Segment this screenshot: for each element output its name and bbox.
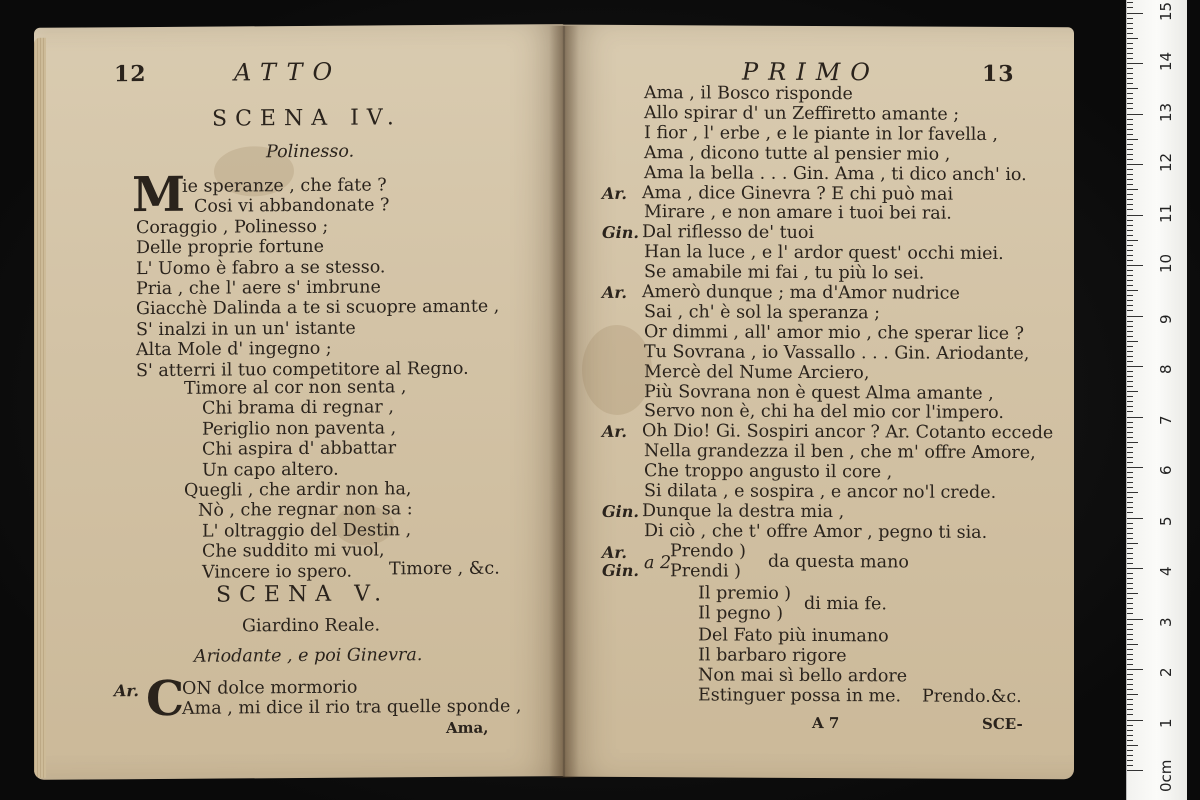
verse-line: Nella grandezza il ben , che m' offre Amore, [644, 441, 1036, 464]
verse-line: Timore al cor non senta , [184, 377, 407, 399]
ruler-tick [1127, 492, 1138, 493]
ruler-tick [1127, 654, 1133, 655]
ruler-tick [1127, 321, 1133, 322]
verse-line: Alta Mole d' ingegno ; [136, 338, 332, 361]
ruler-tick [1127, 598, 1133, 599]
ruler-tick [1127, 684, 1133, 685]
character-name: Polinesso. [266, 141, 355, 163]
ruler-tick [1127, 215, 1143, 216]
ruler-number: 8 [1157, 364, 1175, 374]
ruler-tick [1127, 457, 1133, 458]
ruler-tick [1127, 750, 1133, 751]
verse-line: Un capo altero. [202, 459, 339, 481]
verse-line: Amerò dunque ; ma d'Amor nudrice [642, 282, 960, 304]
ruler-tick [1127, 159, 1133, 160]
verse-line: Chi aspira d' abbattar [202, 438, 397, 460]
drop-capital: M [132, 166, 186, 224]
ruler-tick [1127, 558, 1133, 559]
ruler-tick [1127, 134, 1133, 135]
verse-line: Quegli , che ardir non ha, [184, 479, 412, 501]
ruler-tick [1127, 169, 1133, 170]
verse-line: Pria , che l' aere s' imbrune [136, 277, 381, 300]
ruler-tick [1127, 38, 1138, 39]
ruler-tick [1127, 270, 1133, 271]
ruler-tick [1127, 447, 1133, 448]
ruler-tick [1127, 220, 1133, 221]
ruler-tick [1127, 578, 1133, 579]
ruler-tick [1127, 346, 1133, 347]
ruler-tick [1127, 391, 1138, 392]
scene-setting: Giardino Reale. [242, 615, 381, 637]
verse-line: Coraggio , Polinesso ; [136, 216, 329, 238]
ruler-tick [1127, 406, 1133, 407]
speaker-label: Gin. [602, 560, 639, 581]
ruler-tick [1127, 386, 1133, 387]
verse-line: Che suddito mi vuol, [202, 540, 385, 562]
ruler-tick [1127, 427, 1133, 428]
ruler-tick [1127, 316, 1143, 317]
ruler-tick [1127, 63, 1143, 64]
book-gutter [549, 26, 579, 778]
ruler-tick [1127, 73, 1133, 74]
verse-line: Or dimmi , all' amor mio , che sperar lice ? [644, 321, 1025, 344]
ruler-number: 6 [1157, 465, 1175, 475]
verse-line: Del Fato più inumano [698, 625, 889, 647]
ruler-tick [1127, 98, 1133, 99]
ruler-tick [1127, 103, 1133, 104]
ruler-tick [1127, 502, 1133, 503]
ruler-tick [1127, 139, 1138, 140]
measurement-ruler [1126, 0, 1187, 800]
ruler-tick [1127, 305, 1133, 306]
ruler-unit: 0cm [1157, 759, 1175, 792]
duet-dacapo: Prendo.&c. [922, 686, 1022, 708]
ruler-number: 14 [1157, 51, 1175, 71]
ruler-tick [1127, 538, 1133, 539]
ruler-tick [1127, 523, 1133, 524]
ruler-tick [1127, 593, 1138, 594]
verse-line: Ama , dicono tutte al pensier mio , [644, 142, 951, 165]
ruler-tick [1127, 356, 1133, 357]
ruler-tick [1127, 351, 1133, 352]
catchword: Ama, [446, 718, 489, 737]
ruler-tick [1127, 366, 1143, 367]
ruler-tick [1127, 639, 1133, 640]
speaker-label: Ar. [602, 542, 627, 562]
ruler-tick [1127, 129, 1133, 130]
ruler-tick [1127, 240, 1138, 241]
running-head: ATTO [234, 57, 343, 87]
ruler-tick [1127, 23, 1133, 24]
ruler-tick [1127, 149, 1133, 150]
ruler-tick [1127, 664, 1133, 665]
page-number: 12 [114, 61, 147, 88]
verse-line: ie speranze , che fate ? [182, 175, 387, 197]
ruler-tick [1127, 336, 1133, 337]
right-page [562, 25, 1074, 780]
ruler-tick [1127, 462, 1133, 463]
open-book [34, 26, 1074, 778]
ruler-tick [1127, 371, 1133, 372]
ruler-tick [1127, 194, 1133, 195]
speaker-label: Gin. [602, 223, 639, 243]
ruler-tick [1127, 573, 1133, 574]
ruler-tick [1127, 199, 1133, 200]
ruler-number: 15 [1157, 1, 1175, 21]
page-edges [34, 38, 46, 778]
verse-line: Han la luce , e l' ardor quest' occhi miei. [644, 242, 1004, 265]
ruler-tick [1127, 144, 1133, 145]
ruler-tick [1127, 53, 1133, 54]
verse-line: Periglio non paventa , [202, 418, 397, 440]
ruler-tick [1127, 376, 1133, 377]
verse-line: Mercè del Nume Arciero, [644, 361, 870, 383]
ruler-tick [1127, 689, 1133, 690]
ruler-tick [1127, 720, 1143, 721]
verse-line: di mia fe. [804, 593, 887, 615]
ruler-tick [1127, 437, 1133, 438]
ruler-tick [1127, 310, 1133, 311]
verse-line: Si dilata , e sospira , e ancor no'l crede. [644, 481, 997, 503]
ruler-tick [1127, 341, 1138, 342]
signature-mark: A 7 [812, 713, 840, 733]
aria-dacapo: Timore , &c. [389, 558, 500, 580]
ruler-tick [1127, 154, 1133, 155]
ruler-number: 7 [1157, 414, 1175, 425]
ruler-tick [1127, 396, 1133, 397]
ruler-number: 11 [1157, 203, 1175, 223]
verse-line: Più Sovrana non è quest Alma amante , [644, 381, 994, 404]
ruler-tick [1127, 518, 1143, 519]
ruler-tick [1127, 669, 1143, 670]
ruler-tick [1127, 119, 1133, 120]
ruler-tick [1127, 13, 1143, 14]
ruler-number: 1 [1157, 717, 1175, 728]
speaker-label: Ar. [602, 282, 627, 302]
ruler-tick [1127, 603, 1133, 604]
ruler-tick [1127, 725, 1133, 726]
ruler-tick [1127, 28, 1133, 29]
speaker-label: Ar. [602, 422, 627, 442]
ruler-tick [1127, 699, 1133, 700]
ruler-tick [1127, 487, 1133, 488]
ruler-tick [1127, 58, 1133, 59]
ruler-number: 12 [1157, 152, 1175, 172]
ruler-tick [1127, 295, 1133, 296]
ruler-tick [1127, 285, 1133, 286]
ruler-tick [1127, 613, 1133, 614]
ruler-tick [1127, 548, 1133, 549]
ruler-tick [1127, 694, 1138, 695]
running-head: PRIMO [742, 57, 880, 87]
ruler-tick [1127, 709, 1133, 710]
verse-line: S' inalzi in un un' istante [136, 318, 356, 340]
ruler-tick [1127, 553, 1133, 554]
ruler-tick [1127, 619, 1143, 620]
verse-line: I fior , l' erbe , e le piante in lor favella , [644, 122, 998, 145]
ruler-tick [1127, 755, 1133, 756]
ruler-tick [1127, 230, 1133, 231]
verse-line: Estinguer possa in me. [698, 685, 902, 707]
ruler-tick [1127, 124, 1133, 125]
ruler-tick [1127, 7, 1133, 8]
ruler-tick [1127, 760, 1133, 761]
ruler-tick [1127, 204, 1133, 205]
ruler-tick [1127, 533, 1133, 534]
verse-line: L' oltraggio del Destin , [202, 520, 412, 542]
ruler-number: 3 [1157, 616, 1175, 627]
ruler-tick [1127, 250, 1133, 251]
ruler-tick [1127, 714, 1133, 715]
verse-line: ON dolce mormorio [182, 677, 358, 699]
foxing-stain [582, 325, 652, 415]
page-number: 13 [982, 60, 1015, 88]
ruler-tick [1127, 659, 1133, 660]
ruler-number: 13 [1157, 102, 1175, 122]
verse-line: Oh Dio! Gi. Sospiri ancor ? Ar. Cotanto eccede [642, 421, 1054, 444]
ruler-number: 10 [1157, 253, 1175, 273]
ruler-tick [1127, 326, 1133, 327]
ruler-tick [1127, 417, 1143, 418]
ruler-tick [1127, 588, 1133, 589]
ruler-tick [1127, 512, 1133, 513]
verse-line: Il premio ) [698, 583, 792, 604]
ruler-tick [1127, 497, 1133, 498]
ruler-tick [1127, 624, 1133, 625]
ruler-tick [1127, 275, 1133, 276]
ruler-tick [1127, 583, 1133, 584]
ruler-tick [1127, 422, 1133, 423]
ruler-tick [1127, 507, 1133, 508]
ruler-tick [1127, 280, 1133, 281]
ruler-tick [1127, 442, 1138, 443]
catchword: SCE- [982, 714, 1023, 734]
ruler-tick [1127, 401, 1133, 402]
verse-line: Di ciò , che t' offre Amor , pegno ti sia. [644, 520, 988, 543]
ruler-tick [1127, 174, 1133, 175]
ruler-tick [1127, 629, 1133, 630]
left-page [34, 24, 564, 780]
verse-line: Giacchè Dalinda a te si scuopre amante , [136, 296, 500, 320]
ruler-number: 4 [1157, 566, 1175, 576]
verse-line: Ama , mi dice il rio tra quelle sponde , [182, 696, 522, 719]
ruler-tick [1127, 235, 1133, 236]
ruler-tick [1127, 93, 1133, 94]
ruler-tick [1127, 68, 1133, 69]
ruler-tick [1127, 411, 1133, 412]
ruler-tick [1127, 18, 1133, 19]
verse-line: Prendo ) [670, 541, 746, 562]
ruler-tick [1127, 467, 1143, 468]
ruler-tick [1127, 770, 1143, 771]
verse-line: Servo non è, chi ha del mio cor l'impero. [644, 401, 1004, 424]
ruler-tick [1127, 108, 1133, 109]
ruler-tick [1127, 225, 1133, 226]
verse-line: Il pegno ) [698, 603, 784, 624]
ruler-tick [1127, 674, 1133, 675]
ruler-tick [1127, 765, 1133, 766]
verse-line: da questa mano [768, 551, 909, 573]
verse-line: Che troppo angusto il core , [644, 461, 893, 483]
ruler-tick [1127, 331, 1133, 332]
ruler-tick [1127, 634, 1133, 635]
ruler-tick [1127, 735, 1133, 736]
ruler-tick [1127, 189, 1138, 190]
ruler-tick [1127, 260, 1133, 261]
verse-line: Non mai sì bello ardore [698, 665, 908, 687]
verse-line: Cosi vi abbandonate ? [194, 195, 390, 218]
ruler-tick [1127, 563, 1133, 564]
verse-line: Tu Sovrana , io Vassallo . . . Gin. Ariodante, [644, 341, 1030, 364]
ruler-tick [1127, 704, 1133, 705]
verse-line: Dunque la destra mia , [642, 500, 845, 523]
ruler-tick [1127, 164, 1143, 165]
ruler-tick [1127, 361, 1133, 362]
verse-line: L' Uomo è fabro a se stesso. [136, 256, 386, 279]
scene-characters: Ariodante , e poi Ginevra. [194, 645, 423, 667]
ruler-tick [1127, 255, 1133, 256]
verse-line: Il barbaro rigore [698, 645, 847, 667]
ruler-tick [1127, 179, 1133, 180]
a-due-marking: a 2 [644, 553, 672, 574]
ruler-number: 5 [1157, 515, 1175, 526]
verse-line: Mirare , e non amare i tuoi bei rai. [644, 202, 952, 225]
ruler-tick [1127, 432, 1133, 433]
ruler-number: 2 [1157, 667, 1175, 677]
drop-capital: C [146, 670, 185, 728]
ruler-tick [1127, 245, 1133, 246]
scene-title: SCENA V. [216, 581, 390, 608]
verse-line: Se amabile mi fai , tu più lo sei. [644, 262, 925, 284]
ruler-tick [1127, 43, 1133, 44]
ruler-tick [1127, 679, 1133, 680]
ruler-tick [1127, 300, 1133, 301]
ruler-tick [1127, 740, 1133, 741]
verse-line: Chi brama di regnar , [202, 397, 394, 420]
verse-line: Prendi ) [670, 561, 741, 582]
ruler-tick [1127, 644, 1138, 645]
ruler-tick [1127, 290, 1138, 291]
verse-line: Delle proprie fortune [136, 237, 324, 259]
ruler-tick [1127, 265, 1143, 266]
speaker-label: Ar. [602, 183, 627, 203]
ruler-number: 9 [1157, 313, 1175, 324]
ruler-tick [1127, 528, 1133, 529]
ruler-tick [1127, 48, 1133, 49]
ruler-tick [1127, 477, 1133, 478]
scene-title: SCENA IV. [212, 105, 402, 132]
speaker-label: Gin. [602, 501, 639, 521]
ruler-tick [1127, 745, 1138, 746]
ruler-tick [1127, 608, 1133, 609]
ruler-tick [1127, 184, 1133, 185]
speaker-label: Ar. [114, 681, 139, 701]
verse-line: Ama , il Bosco risponde [644, 83, 853, 105]
ruler-tick [1127, 649, 1133, 650]
ruler-tick [1127, 209, 1133, 210]
ruler-tick [1127, 78, 1133, 79]
ruler-tick [1127, 472, 1133, 473]
verse-line: Vincere io spero. [202, 561, 353, 583]
verse-line: Allo spirar d' un Zeffiretto amante ; [644, 102, 960, 125]
ruler-tick [1127, 114, 1143, 115]
ruler-tick [1127, 482, 1133, 483]
verse-line: Dal riflesso de' tuoi [642, 222, 815, 244]
ruler-tick [1127, 543, 1138, 544]
ruler-tick [1127, 88, 1138, 89]
ruler-tick [1127, 83, 1133, 84]
ruler-tick [1127, 381, 1133, 382]
ruler-tick [1127, 568, 1143, 569]
verse-line: S' atterri il tuo competitore al Regno. [136, 358, 469, 381]
ruler-tick [1127, 2, 1133, 3]
verse-line: Ama la bella . . . Gin. Ama , ti dico anch' io. [644, 162, 1027, 185]
ruler-tick [1127, 452, 1133, 453]
verse-line: Nò , che regnar non sa : [198, 499, 413, 522]
ruler-tick [1127, 730, 1133, 731]
ruler-tick [1127, 33, 1133, 34]
verse-line: Ama , dice Ginevra ? E chi può mai [642, 182, 954, 205]
verse-line: Sai , ch' è sol la speranza ; [644, 301, 881, 324]
